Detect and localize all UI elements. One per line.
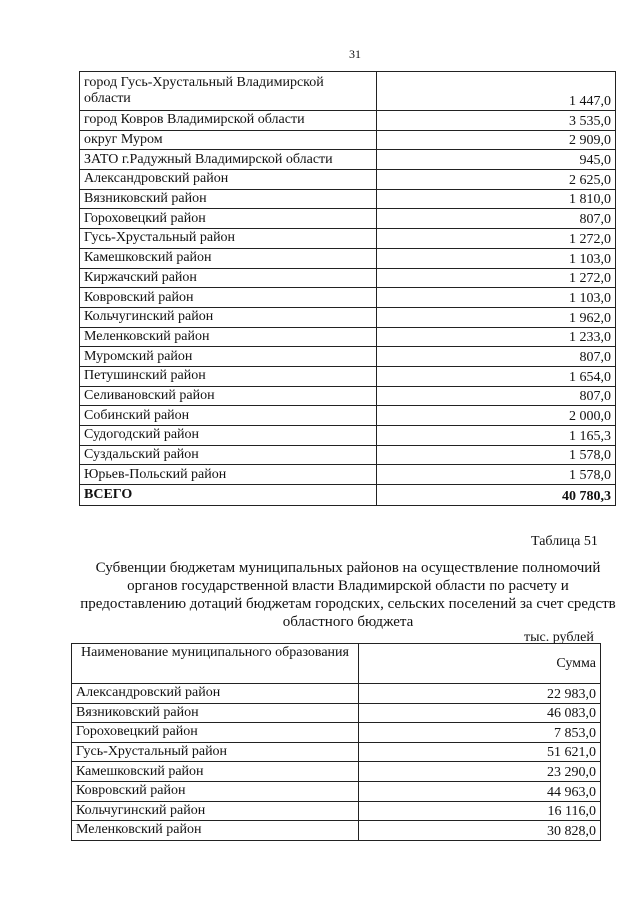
row-value: 44 963,0 xyxy=(359,781,601,801)
row-value: 22 983,0 xyxy=(359,684,601,704)
table-caption: Субвенции бюджетам муниципальных районов на осуществление полномочий органов государственной власти Владимирской области по расчету и предоставлению дотаций бюджетам городских, сельских поселений за счет средств областного бюджета xyxy=(80,560,616,630)
row-value: 1 272,0 xyxy=(377,268,616,288)
row-value: 945,0 xyxy=(377,150,616,170)
table-label: Таблица 51 xyxy=(531,534,598,549)
row-name: Кольчугинский район xyxy=(80,307,377,327)
row-name: город Ковров Владимирской области xyxy=(80,111,377,131)
row-value: 3 535,0 xyxy=(377,111,616,131)
table-row xyxy=(80,386,616,406)
table-row xyxy=(72,801,601,821)
row-name: Собинский район xyxy=(80,406,377,426)
row-name: Юрьев-Польский район xyxy=(80,465,377,485)
table-row xyxy=(80,465,616,485)
total-row xyxy=(80,485,616,506)
row-name: Меленковский район xyxy=(80,327,377,347)
row-name: округ Муром xyxy=(80,130,377,150)
row-name: Камешковский район xyxy=(72,762,359,782)
row-name: Судогодский район xyxy=(80,426,377,446)
row-value: 1 447,0 xyxy=(377,72,616,111)
table-row xyxy=(80,268,616,288)
row-name: Александровский район xyxy=(72,684,359,704)
row-name: город Гусь-Хрустальный Владимирской области xyxy=(80,72,377,111)
row-name: Ковровский район xyxy=(72,781,359,801)
row-value: 1 654,0 xyxy=(377,366,616,386)
table-row xyxy=(80,248,616,268)
row-name: Кольчугинский район xyxy=(72,801,359,821)
table-row xyxy=(80,327,616,347)
row-name: Селивановский район xyxy=(80,386,377,406)
row-value: 23 290,0 xyxy=(359,762,601,782)
row-value: 1 578,0 xyxy=(377,445,616,465)
table-row xyxy=(80,209,616,229)
row-value: 1 233,0 xyxy=(377,327,616,347)
row-value: 2 625,0 xyxy=(377,170,616,190)
row-name: Муромский район xyxy=(80,347,377,367)
table-row xyxy=(72,762,601,782)
row-value: 1 272,0 xyxy=(377,229,616,249)
table-row xyxy=(80,150,616,170)
table-row xyxy=(80,366,616,386)
row-value: 2 909,0 xyxy=(377,130,616,150)
row-value: 46 083,0 xyxy=(359,703,601,723)
table-row xyxy=(72,723,601,743)
row-name: Гусь-Хрустальный район xyxy=(80,229,377,249)
table-row xyxy=(80,170,616,190)
units-label: тыс. рублей xyxy=(524,630,594,645)
row-value: 1 962,0 xyxy=(377,307,616,327)
table-row xyxy=(80,111,616,131)
row-value: 51 621,0 xyxy=(359,742,601,762)
row-name: Вязниковский район xyxy=(80,189,377,209)
row-name: Гороховецкий район xyxy=(80,209,377,229)
row-value: 1 103,0 xyxy=(377,248,616,268)
row-name: Камешковский район xyxy=(80,248,377,268)
table-row xyxy=(80,445,616,465)
table-1-body xyxy=(80,72,616,506)
table-row xyxy=(72,742,601,762)
total-label: ВСЕГО xyxy=(80,485,377,506)
table-row xyxy=(80,130,616,150)
row-name: Петушинский район xyxy=(80,366,377,386)
header-value: Сумма xyxy=(359,644,601,684)
table-1 xyxy=(79,71,616,506)
row-name: Гороховецкий район xyxy=(72,723,359,743)
table-row xyxy=(80,288,616,308)
row-value: 807,0 xyxy=(377,209,616,229)
table-row xyxy=(72,781,601,801)
table-2 xyxy=(71,643,601,841)
page-number: 31 xyxy=(349,47,361,61)
header-name: Наименование муниципального образования xyxy=(72,644,359,684)
row-name: Ковровский район xyxy=(80,288,377,308)
row-name: Александровский район xyxy=(80,170,377,190)
row-value: 7 853,0 xyxy=(359,723,601,743)
table-row xyxy=(80,229,616,249)
row-value: 1 578,0 xyxy=(377,465,616,485)
table-row xyxy=(80,189,616,209)
row-value: 807,0 xyxy=(377,386,616,406)
row-value: 16 116,0 xyxy=(359,801,601,821)
row-value: 2 000,0 xyxy=(377,406,616,426)
table-row xyxy=(72,821,601,841)
row-value: 1 103,0 xyxy=(377,288,616,308)
row-value: 30 828,0 xyxy=(359,821,601,841)
total-value: 40 780,3 xyxy=(377,485,616,506)
row-value: 1 810,0 xyxy=(377,189,616,209)
table-2-body xyxy=(72,684,601,841)
table-row xyxy=(72,703,601,723)
row-name: Киржачский район xyxy=(80,268,377,288)
table-row xyxy=(72,684,601,704)
table-row xyxy=(80,406,616,426)
row-name: Меленковский район xyxy=(72,821,359,841)
row-name: Гусь-Хрустальный район xyxy=(72,742,359,762)
table-row xyxy=(80,72,616,111)
table-row xyxy=(80,307,616,327)
table-row xyxy=(80,426,616,446)
row-value: 1 165,3 xyxy=(377,426,616,446)
row-value: 807,0 xyxy=(377,347,616,367)
row-name: Суздальский район xyxy=(80,445,377,465)
table-row xyxy=(80,347,616,367)
row-name: Вязниковский район xyxy=(72,703,359,723)
row-name: ЗАТО г.Радужный Владимирской области xyxy=(80,150,377,170)
